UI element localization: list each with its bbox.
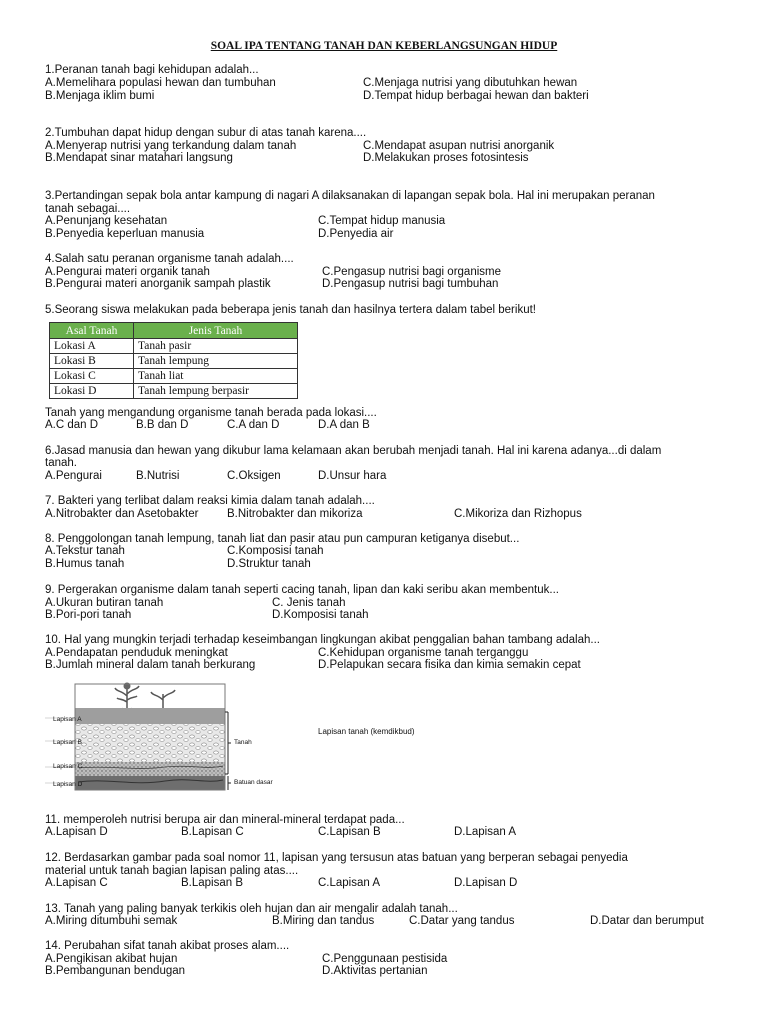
option-4c: C.Pengasup nutrisi bagi organisme [322,266,501,278]
option-6d: D.Unsur hara [318,470,387,482]
option-2b: B.Mendapat sinar matahari langsung [45,152,233,164]
table-row [50,354,298,369]
table-cell: Tanah pasir [134,339,298,354]
option-6c: C.Oksigen [227,470,281,482]
option-11a: A.Lapisan D [45,826,108,838]
option-12b: B.Lapisan B [181,877,244,889]
option-14d: D.Aktivitas pertanian [322,965,428,977]
table-cell: Lokasi C [50,369,134,384]
question-8: 8. Penggolongan tanah lempung, tanah liat dan pasir atau pun campuran ketiganya disebut... [45,533,520,545]
soil-layers-figure [45,678,305,798]
option-6a: A.Pengurai [45,470,102,482]
table-cell: Lokasi D [50,384,134,399]
question-7: 7. Bakteri yang terlibat dalam reaksi kimia dalam tanah adalah.... [45,495,375,507]
figure-caption: Lapisan tanah (kemdikbud) [318,727,415,736]
option-10a: A.Pendapatan penduduk meningkat [45,647,228,659]
question-12-cont: material untuk tanah bagian lapisan paling atas.... [45,865,299,877]
option-7b: B.Nitrobakter dan mikoriza [227,508,363,520]
question-11: 11. memperoleh nutrisi berupa air dan mineral-mineral terdapat pada... [45,814,405,826]
option-8b: B.Humus tanah [45,558,125,570]
option-7a: A.Nitrobakter dan Asetobakter [45,508,199,520]
table-cell: Tanah lempung berpasir [134,384,298,399]
question-14: 14. Perubahan sifat tanah akibat proses alam.... [45,940,290,952]
table-cell: Tanah liat [134,369,298,384]
option-5b: B.B dan D [136,419,189,431]
option-12c: C.Lapisan A [318,877,381,889]
table-cell: Lokasi A [50,339,134,354]
option-13b: B.Miring dan tandus [272,915,375,927]
question-5-cont: Tanah yang mengandung organisme tanah berada pada lokasi.... [45,407,377,419]
option-9d: D.Komposisi tanah [272,609,369,621]
option-1b: B.Menjaga iklim bumi [45,90,155,102]
table-row [50,369,298,384]
table-row [50,384,298,399]
option-3d: D.Penyedia air [318,228,394,240]
question-9: 9. Pergerakan organisme dalam tanah seperti cacing tanah, lipan dan kaki seribu akan membentuk... [45,584,559,596]
option-9a: A.Ukuran butiran tanah [45,597,164,609]
option-3b: B.Penyedia keperluan manusia [45,228,205,240]
option-11b: B.Lapisan C [181,826,244,838]
layer-label-b: Lapisan B [53,739,82,746]
option-10c: C.Kehidupan organisme tanah terganggu [318,647,529,659]
option-7c: C.Mikoriza dan Rizhopus [454,508,582,520]
option-8d: D.Struktur tanah [227,558,311,570]
question-2: 2.Tumbuhan dapat hidup dengan subur di atas tanah karena.... [45,127,367,139]
option-12a: A.Lapisan C [45,877,108,889]
option-4d: D.Pengasup nutrisi bagi tumbuhan [322,278,499,290]
option-5c: C.A dan D [227,419,280,431]
question-6-cont: tanah. [45,457,77,469]
option-5d: D.A dan B [318,419,370,431]
table-header: Asal Tanah [50,323,134,339]
option-3a: A.Penunjang kesehatan [45,215,168,227]
option-9c: C. Jenis tanah [272,597,346,609]
option-2c: C.Mendapat asupan nutrisi anorganik [363,140,555,152]
table-row [50,339,298,354]
question-1: 1.Peranan tanah bagi kehidupan adalah... [45,64,259,76]
option-11c: C.Lapisan B [318,826,381,838]
option-12d: D.Lapisan D [454,877,518,889]
question-12: 12. Berdasarkan gambar pada soal nomor 11, lapisan yang tersusun atas batuan yang berperan sebagai penyedia [45,852,628,864]
option-8c: C.Komposisi tanah [227,545,324,557]
option-14c: C.Penggunaan pestisida [322,953,448,965]
option-14a: A.Pengikisan akibat hujan [45,953,178,965]
question-4: 4.Salah satu peranan organisme tanah adalah.... [45,253,294,265]
option-11d: D.Lapisan A [454,826,517,838]
option-1d: D.Tempat hidup berbagai hewan dan bakteri [363,90,589,102]
option-13d: D.Datar dan berumput [590,915,704,927]
layer-label-a: Lapisan A [53,716,82,723]
option-10b: B.Jumlah mineral dalam tanah berkurang [45,659,256,671]
option-5a: A.C dan D [45,419,99,431]
option-14b: B.Pembangunan bendugan [45,965,186,977]
option-9b: B.Pori-pori tanah [45,609,132,621]
option-4b: B.Pengurai materi anorganik sampah plastik [45,278,271,290]
option-1c: C.Menjaga nutrisi yang dibutuhkan hewan [363,77,578,89]
table-cell: Lokasi B [50,354,134,369]
option-4a: A.Pengurai materi organik tanah [45,266,210,278]
question-3-cont: tanah sebagai.... [45,203,131,215]
option-3c: C.Tempat hidup manusia [318,215,446,227]
option-1a: A.Memelihara populasi hewan dan tumbuhan [45,77,276,89]
question-13: 13. Tanah yang paling banyak terkikis oleh hujan dan air mengalir adalah tanah... [45,903,458,915]
question-3: 3.Pertandingan sepak bola antar kampung di nagari A dilaksanakan di lapangan sepak bola. Hal ini merupakan peranan [45,190,655,202]
question-5: 5.Seorang siswa melakukan pada beberapa jenis tanah dan hasilnya tertera dalam tabel berikut! [45,304,536,316]
question-6: 6.Jasad manusia dan hewan yang dikubur lama kelamaan akan berubah menjadi tanah. Hal ini karena adanya...di dalam [45,445,662,457]
page-title: SOAL IPA TENTANG TANAH DAN KEBERLANGSUNGAN HIDUP [210,40,558,52]
option-13a: A.Miring ditumbuhi semak [45,915,178,927]
question-10: 10. Hal yang mungkin terjadi terhadap keseimbangan lingkungan akibat penggalian bahan tambang adalah... [45,634,600,646]
option-2a: A.Menyerap nutrisi yang terkandung dalam tanah [45,140,297,152]
option-13c: C.Datar yang tandus [409,915,515,927]
table-cell: Tanah lempung [134,354,298,369]
option-8a: A.Tekstur tanah [45,545,125,557]
batuan-dasar-label: Batuan dasar [234,779,273,786]
layer-label-c: Lapisan C [53,763,83,770]
soil-table [49,322,298,399]
option-6b: B.Nutrisi [136,470,180,482]
option-2d: D.Melakukan proses fotosintesis [363,152,529,164]
tanah-label: Tanah [234,739,252,746]
option-10d: D.Pelapukan secara fisika dan kimia semakin cepat [318,659,581,671]
layer-label-d: Lapisan D [53,781,83,788]
table-header: Jenis Tanah [134,323,298,339]
